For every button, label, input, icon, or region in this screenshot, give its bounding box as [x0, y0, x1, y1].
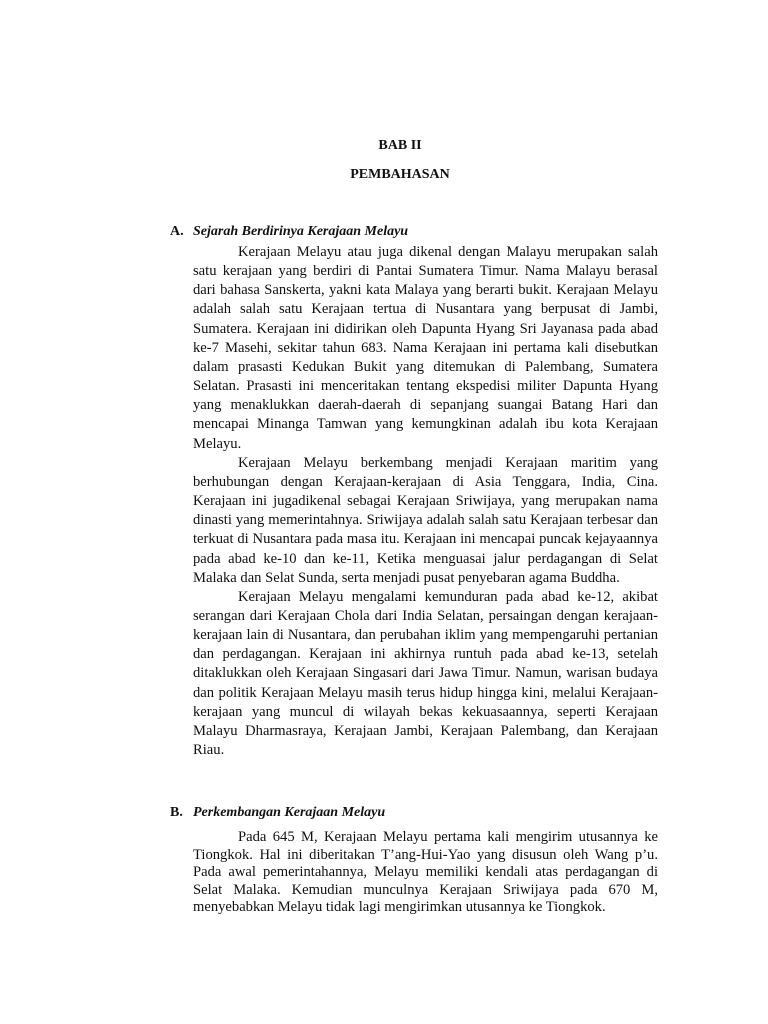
- chapter-title: PEMBAHASAN: [350, 167, 450, 182]
- section-b-heading: [170, 805, 385, 821]
- section-b-title: Perkembangan Kerajaan Melayu: [193, 805, 386, 820]
- section-a-body: [193, 243, 658, 760]
- paragraph: Pada 645 M, Kerajaan Melayu pertama kali mengirim utusannya ke Tiongkok. Hal ini diberitakan T’ang-Hui-Yao yang disusun oleh Wang p’u. Pada awal pemerintahannya, Melayu memiliki kendali atas perdagangan di Selat Malaka. Kemudian munculnya Kerajaan Sriwijaya pada 670 M, menyebabkan Melayu tidak lagi mengirimkan utusannya ke Tiongkok.: [193, 829, 658, 915]
- section-a-letter: A.: [170, 224, 184, 239]
- paragraph: Kerajaan Melayu berkembang menjadi Kerajaan maritim yang berhubungan dengan Kerajaan-kerajaan di Asia Tenggara, India, Cina. Kerajaan ini jugadikenal sebagai Kerajaan Sriwijaya, yang merupakan nama dinasti yang memerintahnya. Sriwijaya adalah salah satu Kerajaan terbesar dan terkuat di Nusantara pada masa itu. Kerajaan ini mencapai puncak kejayaannya pada abad ke-10 dan ke-11, Ketika menguasai jalur perdagangan di Selat Malaka dan Selat Sunda, serta menjadi pusat penyebaran agama Buddha.: [193, 454, 658, 586]
- chapter-number: BAB II: [378, 138, 422, 153]
- section-a-heading: [170, 224, 408, 240]
- paragraph: Kerajaan Melayu atau juga dikenal dengan Malayu merupakan salah satu kerajaan yang berdiri di Pantai Sumatera Timur. Nama Malayu berasal dari bahasa Sanskerta, yakni kata Malaya yang berarti bukit. Kerajaan Melayu adalah salah satu Kerajaan tertua di Nusantara yang berpusat di Jambi, Sumatera. Kerajaan ini didirikan oleh Dapunta Hyang Sri Jayanasa pada abad ke-7 Masehi, sekitar tahun 683. Nama Kerajaan ini pertama kali disebutkan dalam prasasti Kedukan Bukit yang ditemukan di Palembang, Sumatera Selatan. Prasasti ini menceritakan tentang ekspedisi militer Dapunta Hyang yang menaklukkan daerah-daerah di sepanjang suangai Batang Hari dan mencapai Minanga Tamwan yang kemungkinan adalah ibu kota Kerajaan Melayu.: [193, 244, 658, 452]
- section-b-body: [193, 829, 658, 917]
- paragraph: Kerajaan Melayu mengalami kemunduran pada abad ke-12, akibat serangan dari Kerajaan Chola dari India Selatan, persaingan dengan kerajaan-kerajaan lain di Nusantara, dan perubahan iklim yang mempengaruhi pertanian dan perdagangan. Kerajaan ini akhirnya runtuh pada abad ke-13, setelah ditaklukkan oleh Kerajaan Singasari dari Jawa Timur. Namun, warisan budaya dan politik Kerajaan Melayu masih terus hidup hingga kini, melalui Kerajaan-kerajaan yang muncul di wilayah bekas kekuasaannya, seperti Kerajaan Malayu Dharmasraya, Kerajaan Jambi, Kerajaan Palembang, dan Kerajaan Riau.: [193, 588, 658, 759]
- section-b-letter: B.: [170, 805, 183, 820]
- section-a-title: Sejarah Berdirinya Kerajaan Melayu: [193, 224, 409, 239]
